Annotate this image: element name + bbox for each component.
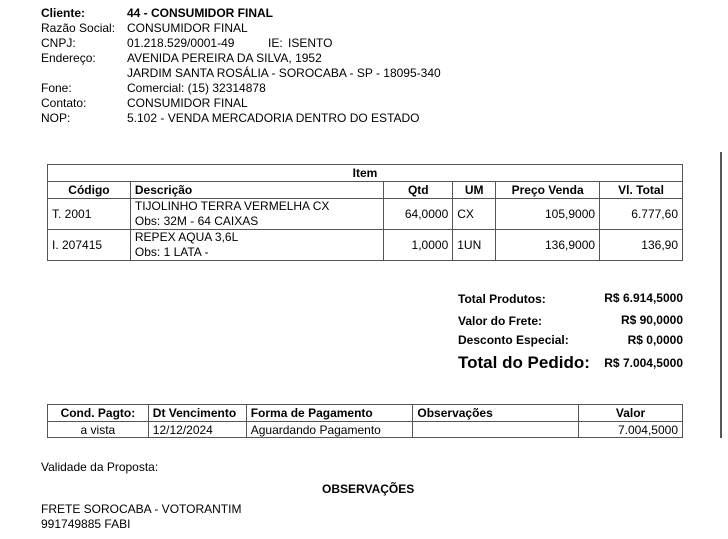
table-row [48, 199, 683, 230]
table-row [48, 422, 683, 438]
cnpj-value: 01.218.529/0001-49 [127, 36, 235, 50]
col-forma-pagamento: Forma de Pagamento [246, 405, 413, 422]
endereco-line2: JARDIM SANTA ROSÁLIA - SOROCABA - SP - 18095-340 [127, 66, 441, 80]
item-obs: Obs: 32M - 64 CAIXAS [134, 214, 259, 228]
payment-header-row [48, 405, 683, 422]
total-pedido-value: R$ 7.004,5000 [604, 356, 683, 370]
item-codigo: T. 2001 [48, 199, 131, 230]
item-total: 6.777,60 [600, 199, 683, 230]
col-preco: Preço Venda [496, 182, 600, 199]
payment-table [47, 404, 683, 438]
razao-value: CONSUMIDOR FINAL [127, 21, 248, 35]
col-cond-pagto: Cond. Pagto: [48, 405, 149, 422]
fone-value: Comercial: (15) 32314878 [127, 81, 266, 95]
desconto-label: Desconto Especial: [458, 333, 569, 347]
fone-label: Fone: [41, 81, 72, 95]
desconto-value: R$ 0,0000 [627, 333, 683, 347]
ie-label: IE: [268, 36, 283, 50]
nop-label: NOP: [41, 111, 71, 125]
pay-vencimento: 12/12/2024 [148, 422, 246, 438]
total-produtos-value: R$ 6.914,5000 [604, 291, 683, 305]
cnpj-label: CNPJ: [41, 36, 76, 50]
pay-cond: a vista [48, 422, 149, 438]
col-observacoes: Observações [413, 405, 579, 422]
cliente-label: Cliente: [41, 6, 86, 20]
total-produtos-label: Total Produtos: [458, 292, 546, 306]
observacoes-title: OBSERVAÇÕES [322, 482, 415, 496]
col-descricao: Descrição [130, 182, 383, 199]
item-descricao-text: REPEX AQUA 3,6L [134, 230, 239, 244]
obs-line1: FRETE SOROCABA - VOTORANTIM [41, 502, 242, 516]
total-pedido-label: Total do Pedido: [458, 353, 590, 372]
item-obs: Obs: 1 LATA - [134, 245, 209, 259]
valor-frete-value: R$ 90,0000 [620, 313, 683, 327]
col-qtd: Qtd [384, 182, 453, 199]
col-valor: Valor [579, 405, 683, 422]
valor-frete-label: Valor do Frete: [458, 314, 543, 328]
col-total: Vl. Total [600, 182, 683, 199]
item-preco: 105,9000 [496, 199, 600, 230]
col-um: UM [453, 182, 496, 199]
obs-line2: 991749885 FABI [41, 517, 131, 531]
item-total: 136,90 [600, 230, 683, 261]
col-codigo: Código [48, 182, 131, 199]
scrollbar[interactable] [720, 152, 722, 438]
contato-label: Contato: [41, 96, 87, 110]
item-descricao-text: TIJOLINHO TERRA VERMELHA CX [134, 199, 330, 213]
item-descricao [130, 199, 383, 230]
ie-value: ISENTO [288, 36, 333, 50]
pay-valor: 7.004,5000 [579, 422, 683, 438]
endereco-label: Endereço: [41, 51, 96, 65]
item-um: CX [453, 199, 496, 230]
items-header-row [48, 182, 683, 199]
item-qtd: 64,0000 [384, 199, 453, 230]
items-title: Item [48, 165, 683, 182]
cliente-value: 44 - CONSUMIDOR FINAL [127, 6, 274, 20]
razao-label: Razão Social: [41, 21, 116, 35]
nop-value: 5.102 - VENDA MERCADORIA DENTRO DO ESTADO [127, 111, 420, 125]
contato-value: CONSUMIDOR FINAL [127, 96, 248, 110]
validade-label: Validade da Proposta: [41, 460, 159, 474]
item-descricao [130, 230, 383, 261]
pay-obs [413, 422, 579, 438]
item-um: 1UN [453, 230, 496, 261]
col-vencimento: Dt Vencimento [148, 405, 246, 422]
table-row [48, 230, 683, 261]
item-qtd: 1,0000 [384, 230, 453, 261]
item-codigo: I. 207415 [48, 230, 131, 261]
item-preco: 136,9000 [496, 230, 600, 261]
pay-forma: Aguardando Pagamento [246, 422, 413, 438]
items-table [47, 164, 683, 261]
endereco-line1: AVENIDA PEREIRA DA SILVA, 1952 [127, 51, 322, 65]
